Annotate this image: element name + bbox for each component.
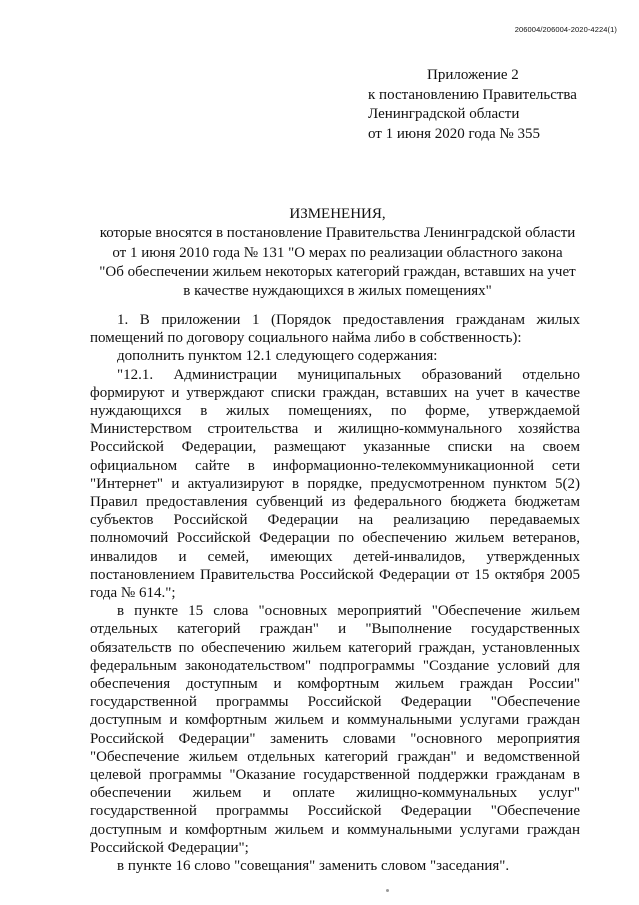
appendix-line: от 1 июня 2020 года № 355 [368,125,540,142]
document-code: 206004/206004-2020-4224(1) [514,25,617,34]
document-body [90,311,580,875]
title-line: "Об обеспечении жильем некоторых категорий граждан, вставших на учет [99,263,576,280]
title-block [60,205,615,301]
title-line: в качестве нуждающихся в жилых помещениях" [183,283,492,300]
title-line: от 1 июня 2010 года № 131 "О мерах по реализации областного закона [112,244,563,261]
paragraph-clause-12-1: "12.1. Администрации муниципальных образований отдельно формируют и утверждают списки граждан, вставших на учет в качестве нуждающихся в жилых помещениях, по форме, утверждаемой Министерством строительства и жилищно-коммунального хозяйства Российской Федерации, размещают указанные списки на своем официальном сайте в информационно-телекоммуникационной сети "Интернет" и актуализируют в порядке, предусмотренном пунктом 5(2) Правил предоставления субвенций из федерального бюджета бюджетам субъектов Российской Федерации на реализацию передаваемых полномочий Российской Федерации по обеспечению жильем ветеранов, инвалидов и семей, имеющих детей-инвалидов, утвержденных постановлением Правительства Российской Федерации от 15 октября 2005 года № 614."; [90,366,580,602]
document-heading: ИЗМЕНЕНИЯ, [289,206,386,222]
scan-speck [386,889,389,892]
appendix-block [368,66,577,144]
paragraph-addition: дополнить пунктом 12.1 следующего содержания: [117,348,438,365]
appendix-line: к постановлению Правительства [368,86,577,103]
appendix-line: Приложение 2 [427,67,519,83]
paragraph-clause-16: в пункте 16 слово "совещания" заменить словом "заседания". [117,858,510,875]
paragraph-item-1: 1. В приложении 1 (Порядок предоставления гражданам жилых помещений по договору социального найма либо в собственность): [90,312,580,347]
paragraph-clause-15: в пункте 15 слова "основных мероприятий "Обеспечение жильем отдельных категорий граждан" и "Выполнение государственных обязательств по обеспечению жильем категорий граждан, установленных федеральным законодательством" подпрограммы "Создание условий для обеспечения доступным и комфортным жильем граждан России" государственной программы Российской Федерации "Обеспечение доступным и комфортным жильем и коммунальными услугами граждан Российской Федерации" заменить словами "основного мероприятия "Обеспечение жильем отдельных категорий граждан" и ведомственной целевой программы "Оказание государственной поддержки гражданам в обеспечении жильем и оплате жилищно-коммунальных услуг" государственной программы Российской Федерации "Обеспечение доступным и комфортным жильем и коммунальными услугами граждан Российской Федерации"; [90,603,580,856]
title-line: которые вносятся в постановление Правительства Ленинградской области [99,225,576,242]
appendix-line: Ленинградской области [368,106,520,122]
